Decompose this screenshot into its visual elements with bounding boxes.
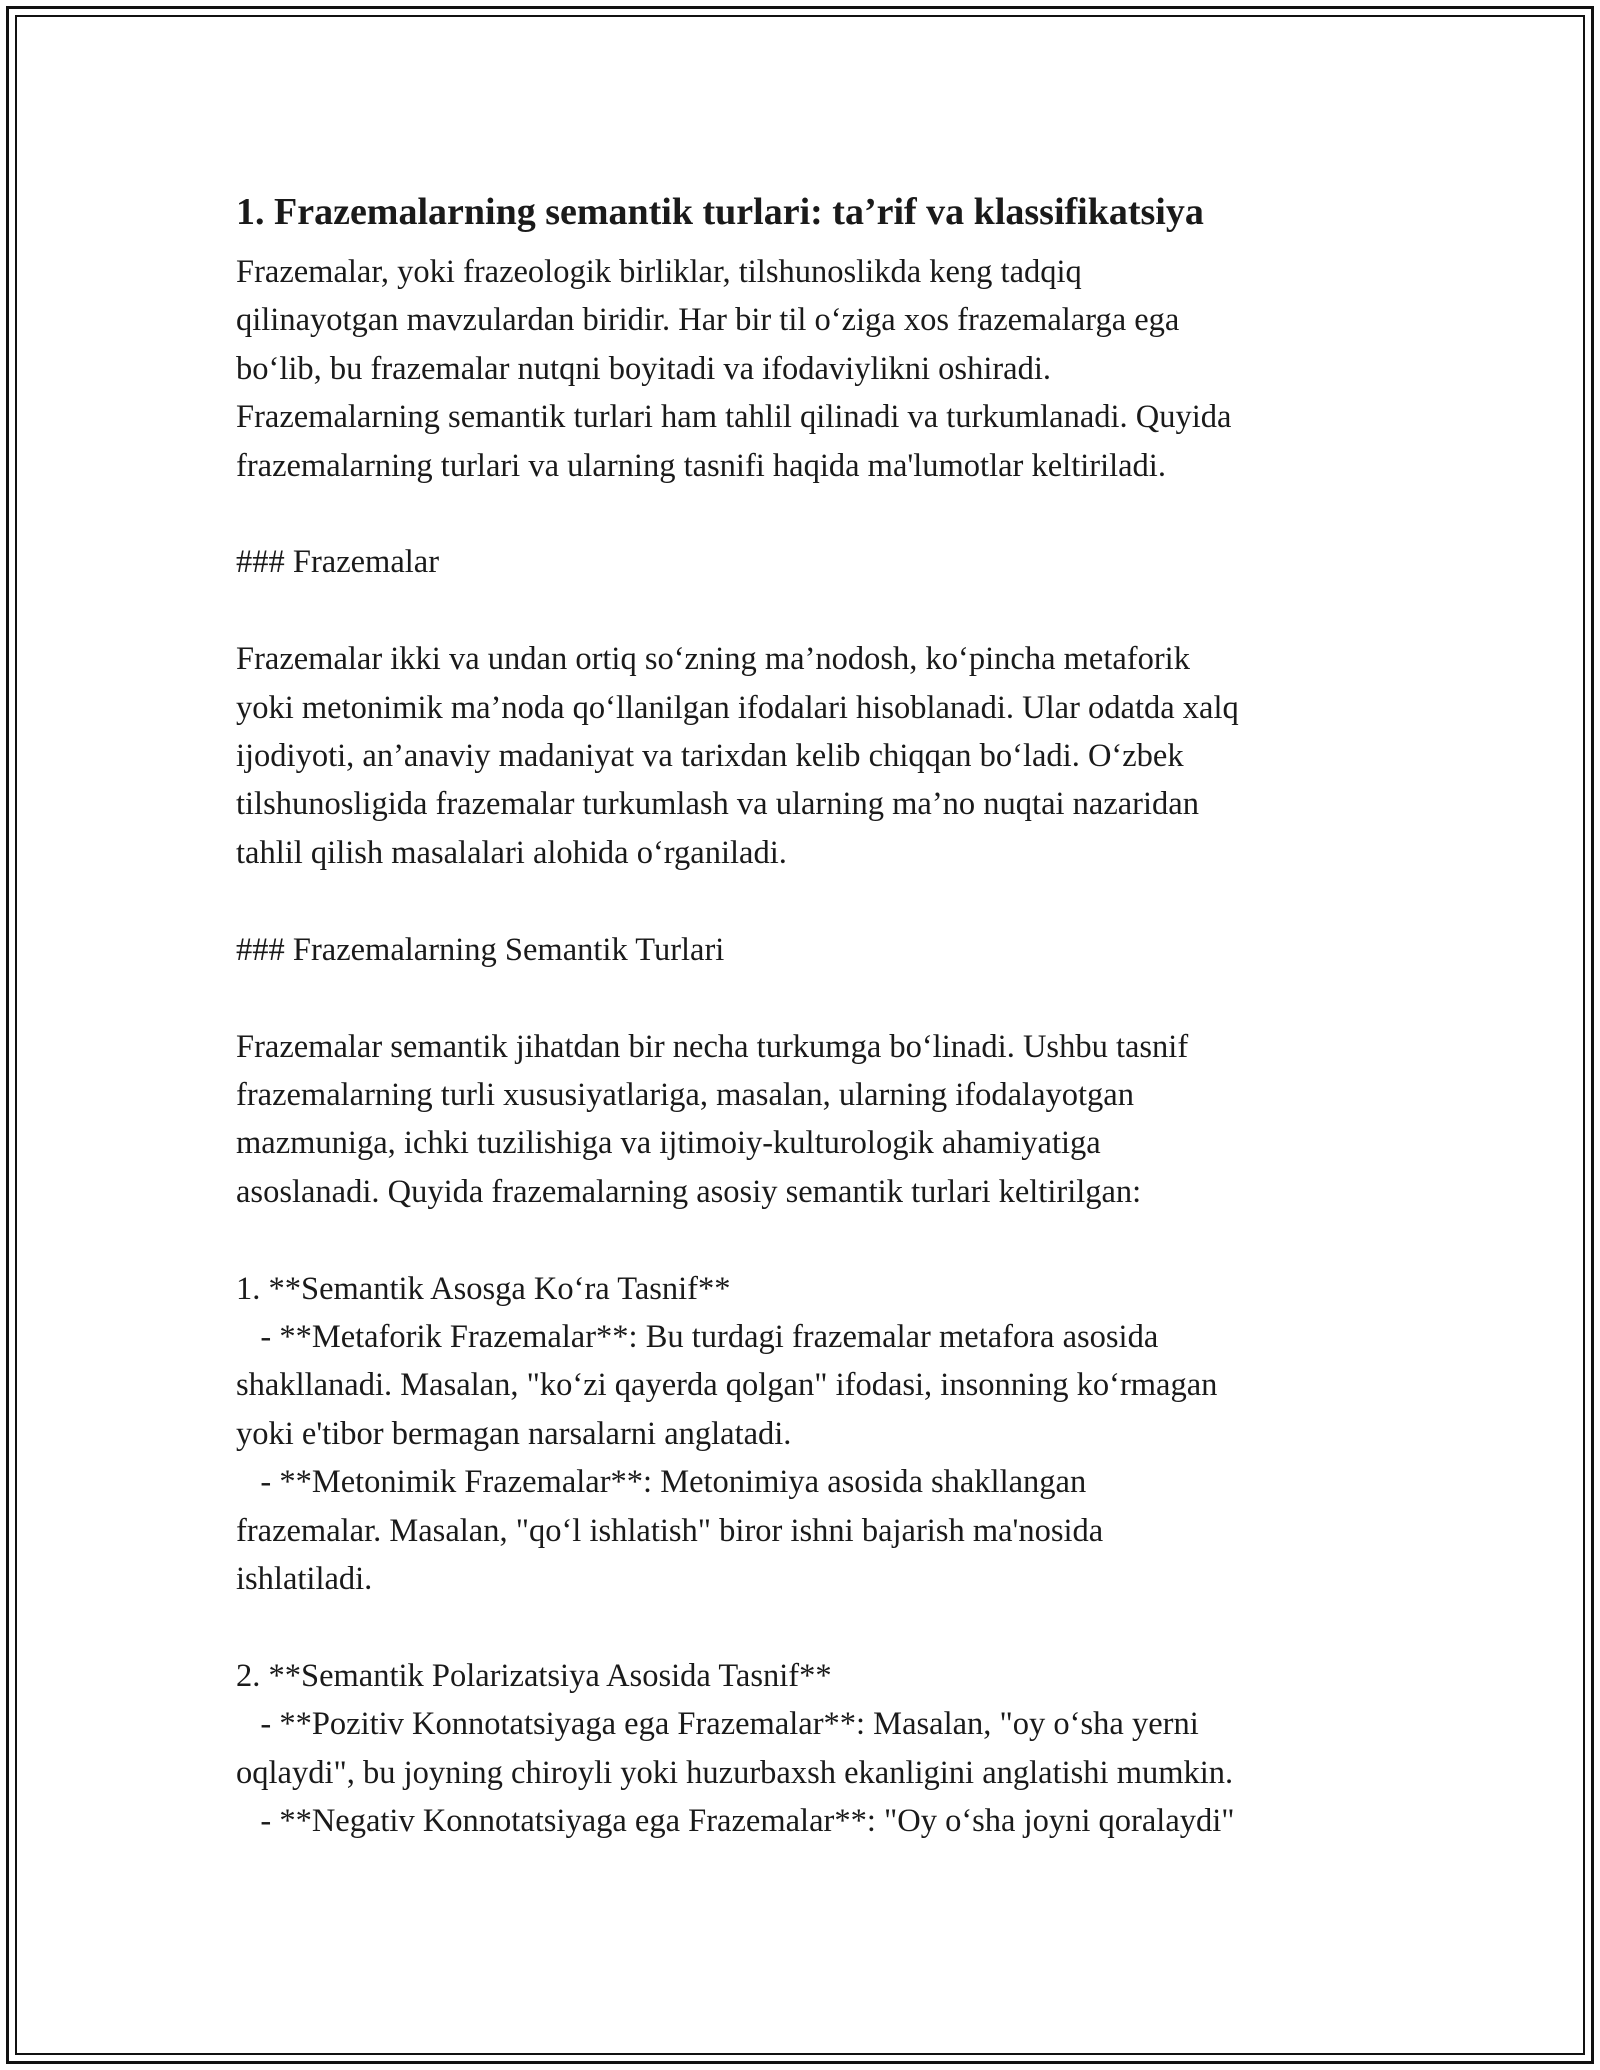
document-body <box>236 186 1386 1845</box>
text-line <box>236 587 1386 635</box>
document-title: 1. Frazemalarning semantik turlari: ta’rif va klassifikatsiya <box>236 191 1204 233</box>
text-line: - **Negativ Konnotatsiyaga ega Frazemalar**: "Oy o‘sha joyni qoralaydi" <box>236 1803 1235 1839</box>
text-line: - **Metonimik Frazemalar**: Metonimiya asosida shakllangan <box>236 1464 1087 1501</box>
text-line: yoki metonimik ma’noda qo‘llanilgan ifodalari hisoblanadi. Ular odatda xalq <box>236 689 1239 726</box>
text-line <box>236 1603 1386 1651</box>
text-line: Frazemalarning semantik turlari ham tahlil qilinadi va turkumlanadi. Quyida <box>236 399 1232 436</box>
text-line: - **Metaforik Frazemalar**: Bu turdagi frazemalar metafora asosida <box>236 1318 1159 1355</box>
text-line: bo‘lib, bu frazemalar nutqni boyitadi va ifodaviylikni oshiradi. <box>236 350 1052 387</box>
text-line: tilshunosligida frazemalar turkumlash va ularning ma’no nuqtai nazaridan <box>236 786 1199 823</box>
text-line: qilinayotgan mavzulardan biridir. Har bir til o‘ziga xos frazemalarga ega <box>236 302 1180 339</box>
text-line: frazemalarning turlari va ularning tasnifi haqida ma'lumotlar keltiriladi. <box>236 447 1166 484</box>
text-line: frazemalar. Masalan, "qo‘l ishlatish" biror ishni bajarish ma'nosida <box>236 1512 1104 1549</box>
text-line: 2. **Semantik Polarizatsiya Asosida Tasnif** <box>236 1657 832 1694</box>
text-line: oqlaydi", bu joyning chiroyli yoki huzurbaxsh ekanligini anglatishi mumkin. <box>236 1754 1234 1791</box>
text-line: ijodiyoti, an’anaviy madaniyat va tarixdan kelib chiqqan bo‘ladi. O‘zbek <box>236 738 1184 775</box>
text-line: mazmuniga, ichki tuzilishiga va ijtimoiy-kulturologik ahamiyatiga <box>236 1125 1101 1162</box>
text-line: shakllanadi. Masalan, "ko‘zi qayerda qolgan" ifodasi, insonning ko‘rmagan <box>236 1367 1218 1404</box>
text-line: ### Frazemalar <box>236 544 440 581</box>
text-line <box>236 877 1386 925</box>
text-line: Frazemalar ikki va undan ortiq so‘zning ma’nodosh, ko‘pincha metaforik <box>236 641 1190 678</box>
text-line: 1. **Semantik Asosga Ko‘ra Tasnif** <box>236 1270 731 1307</box>
text-line: Frazemalar semantik jihatdan bir necha turkumga bo‘linadi. Ushbu tasnif <box>236 1028 1189 1065</box>
text-line: - **Pozitiv Konnotatsiyaga ega Frazemalar**: Masalan, "oy o‘sha yerni <box>236 1706 1199 1743</box>
text-line: frazemalarning turli xususiyatlariga, masalan, ularning ifodalayotgan <box>236 1076 1134 1113</box>
text-line <box>236 1216 1386 1264</box>
text-line <box>236 974 1386 1022</box>
text-line: ### Frazemalarning Semantik Turlari <box>236 931 725 968</box>
text-line: ishlatiladi. <box>236 1560 373 1597</box>
text-line: yoki e'tibor bermagan narsalarni anglatadi. <box>236 1415 792 1452</box>
text-line: asoslanadi. Quyida frazemalarning asosiy semantik turlari keltirilgan: <box>236 1173 1142 1210</box>
text-line: tahlil qilish masalalari alohida o‘rganiladi. <box>236 834 787 871</box>
document-text <box>236 248 1386 1845</box>
text-line: Frazemalar, yoki frazeologik birliklar, tilshunoslikda keng tadqiq <box>236 254 1082 290</box>
text-line <box>236 490 1386 538</box>
